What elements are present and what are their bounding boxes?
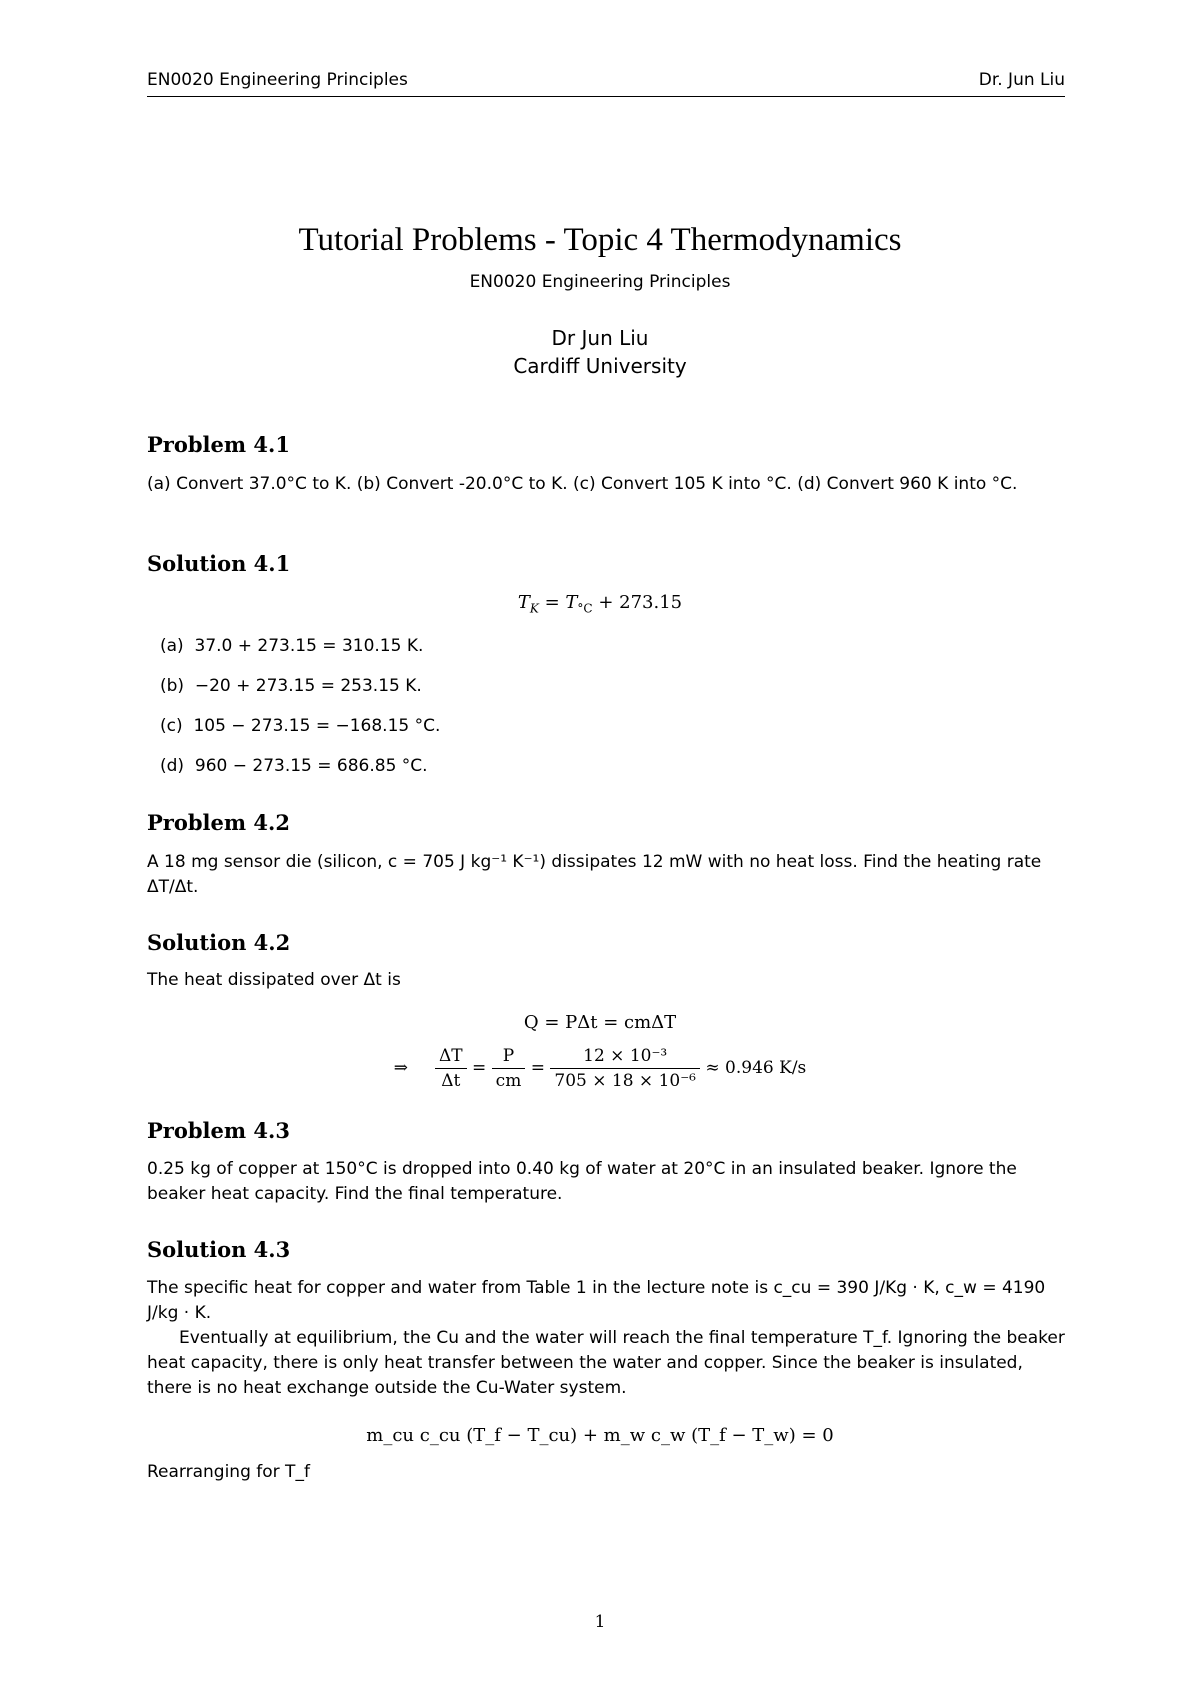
solution-4-1-heading: Solution 4.1 <box>147 551 291 576</box>
item-text: 105 − 273.15 = −168.15 °C. <box>193 716 441 736</box>
document-subtitle: EN0020 Engineering Principles <box>469 272 731 292</box>
solution-4-1-item-b <box>160 676 422 696</box>
solution-4-1-item-a <box>160 636 423 656</box>
page-number: 1 <box>594 1612 606 1632</box>
item-text: 960 − 273.15 = 686.85 °C. <box>194 756 428 776</box>
item-label: (b) <box>160 676 185 696</box>
item-text: 37.0 + 273.15 = 310.15 K. <box>194 636 424 656</box>
document-title: Tutorial Problems - Topic 4 Thermodynamics <box>298 222 902 258</box>
problem-4-3-heading: Problem 4.3 <box>147 1118 290 1143</box>
solution-4-2-eq2: ⇒ $\frac{\Delta T}{\Delta t}$ = $\frac{P}{cm}$ = $\frac{\text{12 × 10⁻³}}{\text{705 × 18 × 10⁻⁶}}$ ≈ 0.946 K/s <box>393 1046 807 1091</box>
affiliation: Cardiff University <box>513 354 687 378</box>
solution-4-3-para1: The specific heat for copper and water from Table 1 in the lecture note is c_cu = 390 J/Kg · K, c_w = 4190 J/kg · K. <box>147 1278 1046 1323</box>
problem-4-1-heading: Problem 4.1 <box>147 432 290 457</box>
problem-4-1-text: (a) Convert 37.0°C to K. (b) Convert -20.0°C to K. (c) Convert 105 K into °C. (d) Convert 960 K into °C. <box>147 474 1018 494</box>
header-rule <box>147 96 1065 97</box>
solution-4-1-equation: $T_K = T_{^\circ C} + 273.15$ <box>517 592 683 616</box>
solution-4-2-eq1: Q = PΔt = cmΔT <box>523 1012 677 1033</box>
solution-4-1-item-c <box>160 716 440 736</box>
fraction-dt: $\frac{\Delta T}{\Delta t}$ <box>435 1044 467 1093</box>
solution-4-2-heading: Solution 4.2 <box>147 930 291 955</box>
author-name: Dr Jun Liu <box>551 326 649 350</box>
implies-symbol: ⇒ <box>393 1058 408 1078</box>
solution-4-3-para2: Eventually at equilibrium, the Cu and the water will reach the final temperature T_f. Ignoring the beaker heat capacity, there is only heat transfer between the water and copper. Since the beaker is insulated, there is no heat exchange outside the Cu-Water system. <box>147 1328 1065 1398</box>
problem-4-2-text: A 18 mg sensor die (silicon, c = 705 J kg⁻¹ K⁻¹) dissipates 12 mW with no heat loss. Find the heating rate ΔT/Δt. <box>147 852 1042 897</box>
item-label: (c) <box>160 716 183 736</box>
header-author: Dr. Jun Liu <box>978 70 1065 90</box>
item-text: −20 + 273.15 = 253.15 K. <box>194 676 422 696</box>
solution-4-3-heading: Solution 4.3 <box>147 1237 291 1262</box>
solution-4-2-result: ≈ 0.946 K/s <box>705 1058 807 1078</box>
problem-4-3-text: 0.25 kg of copper at 150°C is dropped into 0.40 kg of water at 20°C in an insulated beaker. Ignore the beaker heat capacity. Find the final temperature. <box>147 1159 1017 1204</box>
fraction-values: $\frac{\text{12 × 10⁻³}}{\text{705 × 18 × 10⁻⁶}}$ <box>550 1044 700 1093</box>
header-course: EN0020 Engineering Principles <box>147 70 408 90</box>
item-label: (d) <box>160 756 185 776</box>
fraction-p-cm: $\frac{P}{cm}$ <box>492 1044 526 1093</box>
solution-4-1-item-d <box>160 756 428 776</box>
item-label: (a) <box>160 636 184 656</box>
solution-4-2-intro: The heat dissipated over Δt is <box>147 970 401 990</box>
problem-4-2-heading: Problem 4.2 <box>147 810 290 835</box>
solution-4-3-equation: m_cu c_cu (T_f − T_cu) + m_w c_w (T_f − T_w) = 0 <box>366 1425 834 1446</box>
solution-4-3-tail: Rearranging for T_f <box>147 1462 310 1482</box>
